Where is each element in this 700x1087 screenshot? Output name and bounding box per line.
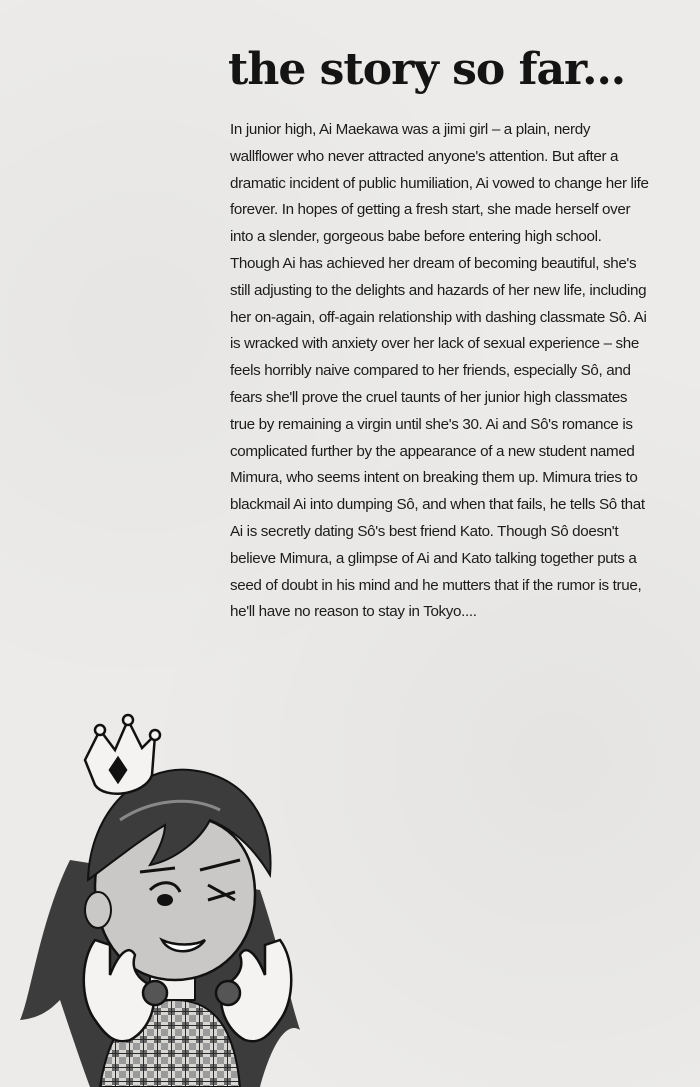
page-title: the story so far... <box>228 44 626 95</box>
girl-with-crown-illustration <box>0 700 340 1087</box>
story-summary-text: In junior high, Ai Maekawa was a jimi girl – a plain, nerdy wallflower who never attracted anyone's attention. But after a dramatic incident of public humiliation, Ai vowed to change her life forever. In hopes of getting a fresh start, she made herself over into a slender, gorgeous babe before entering high school. Though Ai has achieved her dream of becoming beautiful, she's still adjusting to the delights and hazards of her new life, including her on-again, off-again relationship with dashing classmate Sô. Ai is wracked with anxiety over her lack of sexual experience – she feels horribly naive compared to her friends, especially Sô, and fears she'll prove the cruel taunts of her junior high classmates true by remaining a virgin until she's 30. Ai and Sô's romance is complicated further by the appearance of a new student named Mimura, who seems intent on breaking them up. Mimura tries to blackmail Ai into dumping Sô, and when that fails, he tells Sô that Ai is secretly dating Sô's best friend Kato. Though Sô doesn't believe Mimura, a glimpse of Ai and Kato talking together puts a seed of doubt in his mind and he mutters that if the rumor is true, he'll have no reason to stay in Tokyo.... <box>230 121 649 621</box>
